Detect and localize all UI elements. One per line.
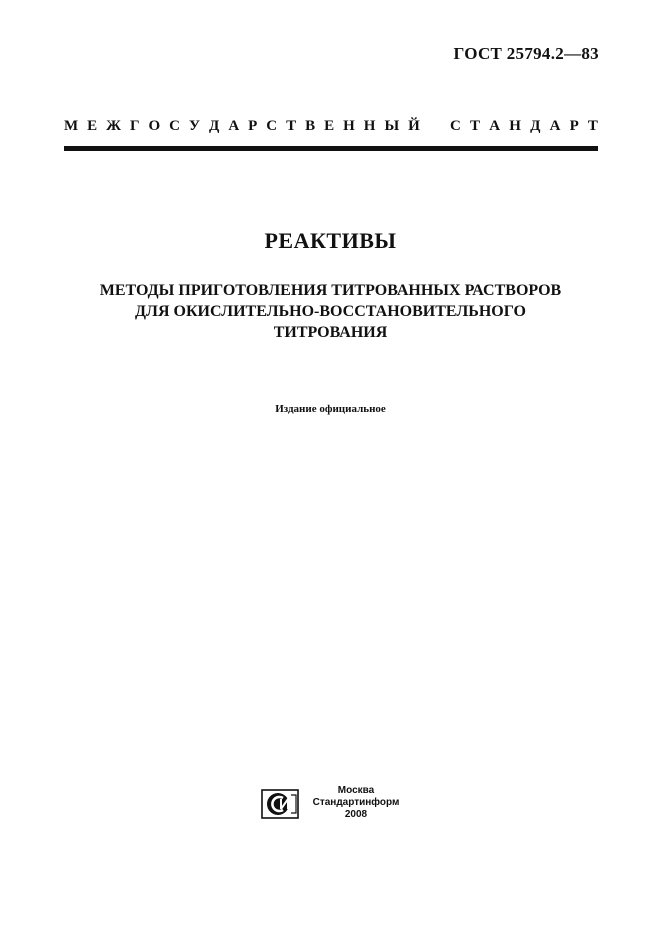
standard-type-word-1 xyxy=(64,118,420,135)
heading-letter: Н xyxy=(363,118,376,134)
heading-letter: В xyxy=(305,118,316,134)
subtitle-line: ТИТРОВАНИЯ xyxy=(273,324,388,341)
heading-letter: С xyxy=(169,118,181,134)
heading-letter: У xyxy=(189,118,201,134)
heading-letter: Д xyxy=(530,118,541,134)
heading-letter: Т xyxy=(470,118,481,134)
publisher-block xyxy=(306,785,406,821)
heading-letter: Г xyxy=(129,118,140,134)
standard-type-word-2 xyxy=(450,118,598,135)
subtitle-line: МЕТОДЫ ПРИГОТОВЛЕНИЯ ТИТРОВАННЫХ РАСТВОРОВ xyxy=(99,282,562,299)
heading-letter: Н xyxy=(509,118,521,134)
heading-letter: Ж xyxy=(106,118,121,134)
publisher-year: 2008 xyxy=(344,809,368,820)
heading-letter: С xyxy=(450,118,461,134)
heading-letter: Т xyxy=(587,118,598,134)
heading-letter: А xyxy=(228,118,240,134)
publisher-city: Москва xyxy=(337,785,375,796)
subtitle-line: ДЛЯ ОКИСЛИТЕЛЬНО-ВОССТАНОВИТЕЛЬНОГО xyxy=(135,303,526,320)
heading-letter: А xyxy=(489,118,501,134)
document-code: ГОСТ 25794.2—83 xyxy=(453,44,599,63)
subtitle xyxy=(0,280,661,343)
heading-letter: А xyxy=(549,118,561,134)
heading-letter: Е xyxy=(87,118,98,134)
standartinform-logo-icon xyxy=(261,789,299,819)
heading-letter: Р xyxy=(569,118,579,134)
heading-letter: Ы xyxy=(384,118,400,134)
heading-letter: Р xyxy=(248,118,258,134)
heading-letter: Й xyxy=(408,118,420,134)
standard-type-heading xyxy=(64,118,598,135)
heading-letter: Н xyxy=(343,118,355,134)
heading-letter: О xyxy=(148,118,161,134)
heading-letter: Д xyxy=(209,118,220,134)
heading-letter: С xyxy=(266,118,278,134)
publisher-name: Стандартинформ xyxy=(312,797,400,808)
edition-label: Издание официальное xyxy=(275,403,386,415)
heading-letter: Т xyxy=(286,118,297,134)
heading-letter: Е xyxy=(324,118,335,134)
main-title: РЕАКТИВЫ xyxy=(264,228,397,253)
header-divider xyxy=(64,146,598,151)
heading-letter: М xyxy=(64,118,79,134)
